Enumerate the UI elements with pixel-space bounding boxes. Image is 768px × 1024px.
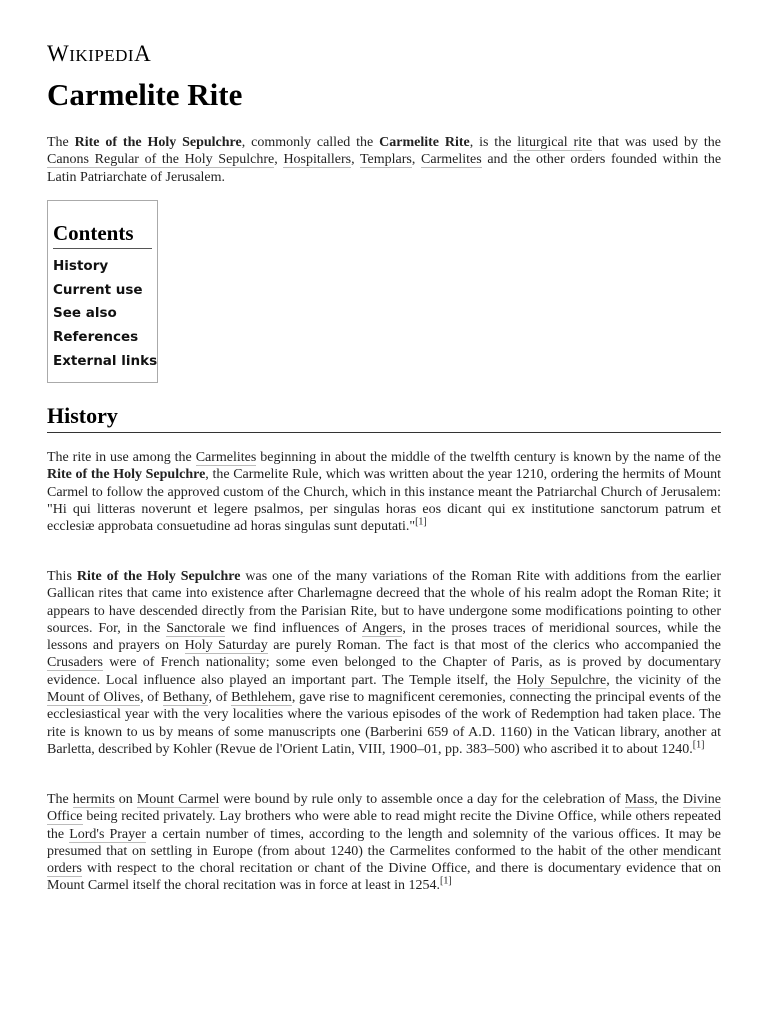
article-link[interactable]: Mount of Olives <box>47 690 141 706</box>
article-link[interactable]: Crusaders <box>47 655 103 671</box>
article-link[interactable]: Holy Saturday <box>184 638 268 654</box>
article-link[interactable]: liturgical rite <box>517 135 593 150</box>
bold-term: Rite of the Holy Sepulchre <box>74 135 242 150</box>
text-run: were of French nationality; some even belonged to the Chapter of Paris, as is proved by documentary evidence. Local influence also played an important part. The Temple itself, the <box>47 655 721 688</box>
article-link[interactable]: Canons Regular of the Holy Sepulchre <box>47 152 275 168</box>
article-link[interactable]: mendicant orders <box>47 843 721 877</box>
text-run: The rite in use among the <box>47 450 196 465</box>
text-run: beginning in about the middle of the twelfth century is known by the name of the <box>256 450 721 465</box>
text-run: The <box>47 135 75 150</box>
text-run: , the vicinity of the <box>606 672 721 688</box>
history-paragraph-3 <box>47 791 721 895</box>
toc-title: Contents <box>53 221 152 249</box>
history-paragraph-1 <box>47 449 721 535</box>
article-link[interactable]: Carmelites <box>195 450 257 465</box>
text-run: , in the proses traces of meridional sources, while the lessons and prayers on <box>47 620 722 654</box>
bold-term: Carmelite Rite <box>379 135 470 150</box>
article-link[interactable]: hermits <box>72 792 115 807</box>
text-run: The <box>47 792 73 807</box>
text-run: , <box>351 152 360 168</box>
table-of-contents <box>47 200 158 383</box>
text-run: , of <box>208 690 232 706</box>
text-run: was one of the many variations of the Roman Rite with additions from the earlier Gallican rites that came into existence after Charlemagne decreed that the whole of his realm adopt the Roman Rite; it appears to have descended directly from the Parisian Rite, but to have undergone some modifications pointing to other sources. For, in the <box>47 569 722 636</box>
text-run: , <box>411 152 422 168</box>
text-run: were bound by rule only to assemble once a day for the celebration of <box>219 792 625 807</box>
text-run: , the Carmelite Rule, which was written about the year 1210, ordering the hermits of Mount Carmel to follow the approved custom of the Church, which in this instance meant the Patriarchal Church of Jerusalem: "Hi qui litteras noverunt et legere psalmos, per singulas horas eos dicant qui ex institutione sanctorum patrum et ecclesiæ approbata consuetudine ad horas singulas sunt deputati." <box>47 467 721 535</box>
citation-reference[interactable]: [1] <box>692 739 705 751</box>
article-link[interactable]: Hospitallers <box>283 152 352 168</box>
citation-reference[interactable]: [1] <box>415 516 427 528</box>
citation-reference[interactable]: [1] <box>440 875 452 887</box>
bold-term: Rite of the Holy Sepulchre <box>76 569 241 584</box>
text-run: a certain number of times, according to the length and solemnity of the various offices. It may be presumed that on settling in Europe (from about 1240) the Carmelites conformed to the habit of the other <box>47 826 721 859</box>
article-link[interactable]: Sanctorale <box>166 620 226 636</box>
section-heading-history: History <box>47 403 721 433</box>
text-run: , is the <box>469 135 518 150</box>
toc-item-external-links[interactable]: External links <box>53 352 158 369</box>
text-run: on <box>114 792 137 807</box>
text-run: , <box>274 152 284 168</box>
toc-item-current-use[interactable]: Current use <box>53 281 143 298</box>
toc-item-see-also[interactable]: See also <box>53 305 117 322</box>
text-run: , of <box>140 690 163 706</box>
text-run: , the <box>654 792 683 807</box>
article-link[interactable]: Mount Carmel <box>136 792 220 807</box>
page-title: Carmelite Rite <box>47 77 243 112</box>
article-link[interactable]: Divine Office <box>47 792 722 825</box>
text-run: , commonly called the <box>241 135 380 150</box>
text-run: , gave rise to magnificent ceremonies, connecting the principal events of the ecclesiastical year with the very localities where the various episodes of the work of Redemption had taken place. The rite is known to us by means of some manuscripts one (Barberini 659 of A.D. 1160) in the Vatican library, another at Barletta, described by Kohler (Revue de l'Orient Latin, VIII, 1900–01, pp. 383–500) who ascribed it to about 1240. <box>47 690 722 757</box>
article-link[interactable]: Bethany <box>162 690 209 706</box>
text-run: that was used by the <box>592 135 721 150</box>
article-link[interactable]: Holy Sepulchre <box>516 672 607 688</box>
text-run: are purely Roman. The fact is that most of the clerics who accompanied the <box>267 638 721 654</box>
article-link[interactable]: Templars <box>359 152 412 168</box>
article-link[interactable]: Lord's Prayer <box>69 826 147 842</box>
text-run: we find influences of <box>225 620 362 636</box>
article-link[interactable]: Mass <box>624 792 655 807</box>
toc-item-history[interactable]: History <box>53 258 109 274</box>
history-paragraph-2 <box>47 568 721 758</box>
text-run: This <box>47 569 77 584</box>
text-run: and the other orders founded within the Latin Patriarchate of Jerusalem. <box>47 152 722 185</box>
intro-paragraph <box>47 134 721 186</box>
text-run: being recited privately. Lay brothers who were able to read might recite the Divine Office, while others repeated the <box>47 809 721 842</box>
wikipedia-wordmark[interactable]: WIKIPEDIA <box>47 41 152 66</box>
article-link[interactable]: Carmelites <box>421 152 482 168</box>
article-link[interactable]: Bethlehem <box>231 690 292 706</box>
toc-item-references[interactable]: References <box>53 329 139 346</box>
bold-term: Rite of the Holy Sepulchre <box>47 467 206 483</box>
text-run: with respect to the choral recitation or chant of the Divine Office, and there is documentary evidence that on Mount Carmel itself the choral recitation was in force at least in 1254. <box>47 861 721 894</box>
article-link[interactable]: Angers <box>361 620 403 636</box>
